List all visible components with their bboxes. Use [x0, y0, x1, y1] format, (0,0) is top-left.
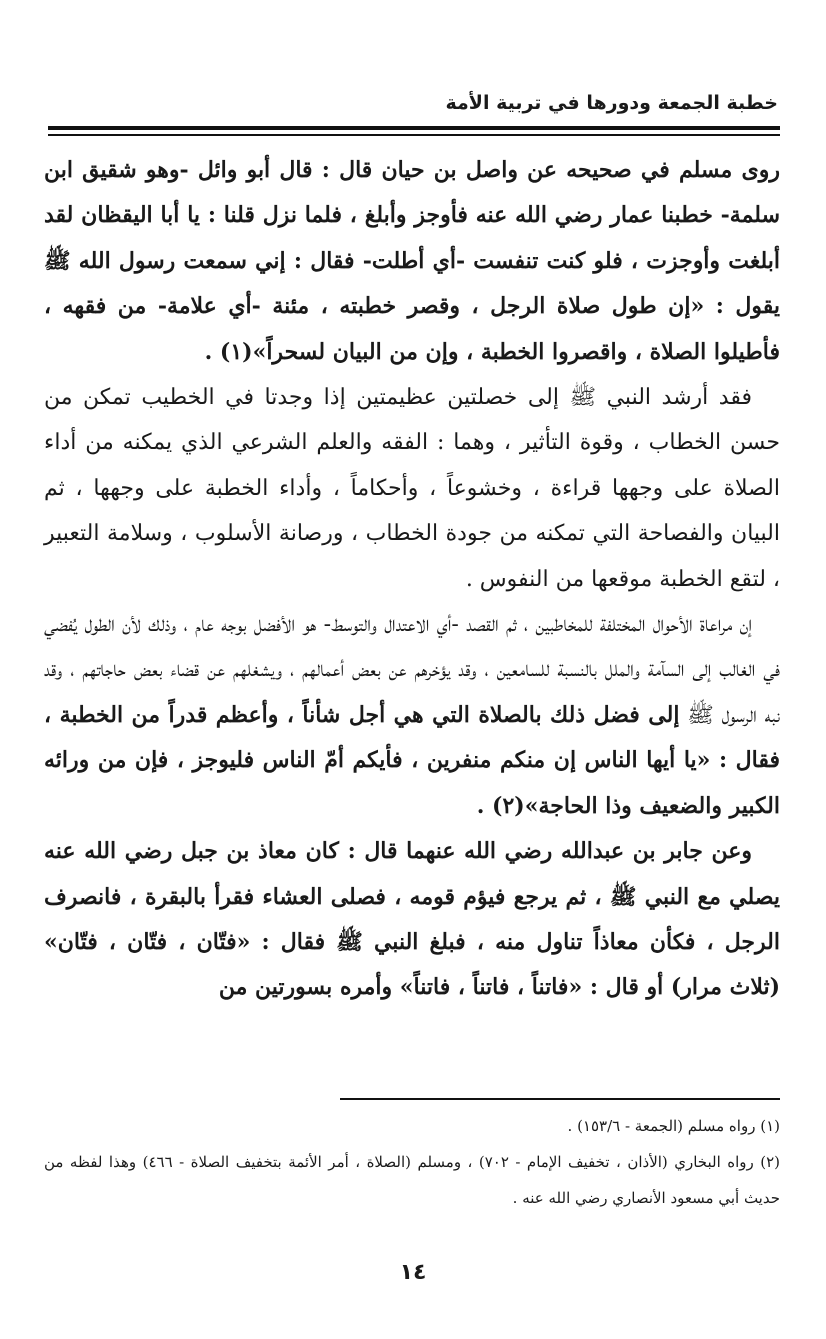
running-title: خطبة الجمعة ودورها في تربية الأمة — [445, 92, 778, 114]
header-rule-thin — [48, 134, 780, 136]
paragraph-1: روى مسلم في صحيحه عن واصل بن حيان قال : قال أبو وائل -وهو شقيق ابن سلمة- خطبنا عمار رضي الله عنه فأوجز وأبلغ ، فلما نزل قلنا : يا أبا اليقظان لقد أبلغت وأوجزت ، فلو كنت تنفست -أي أطلت- فقال : إني سمعت رسول الله ﷺ يقول : «إن طول صلاة الرجل ، وقصر خطبته ، مئنة -أي علامة- من فقهه ، فأطيلوا الصلاة ، واقصروا الخطبة ، وإن من البيان لسحراً»(١) . — [44, 157, 780, 365]
paragraph-3-bold-text: إلى فضل ذلك بالصلاة التي هي أجل شأناً ، وأعظم قدراً من الخطبة ، فقال : «يا أيها الناس إن منكم منفرين ، فأيكم أمّ الناس فليوجز ، فإن من ورائه الكبير والضعيف وذا الحاجة»(٢) . — [44, 701, 780, 819]
paragraph-2: فقد أرشد النبي ﷺ إلى خصلتين عظيمتين إذا وجدتا في الخطيب تمكن من حسن الخطاب ، وقوة التأثير ، وهما : الفقه والعلم الشرعي الذي يمكنه من أداء الصلاة على وجهها قراءة ، وخشوعاً ، وأحكاماً ، وأداء الخطبة على وجهها ، ثم البيان والفصاحة التي تمكنه من جودة الخطاب ، ورصانة الأسلوب ، وسلامة التعبير ، لتقع الخطبة موقعها من النفوس . — [44, 385, 780, 592]
paragraph-3-text: إن مراعاة الأحوال المختلفة للمخاطبين ، ثم القصد -أي الاعتدال والتوسط- هو الأفضل بوجه عام ، وذلك لأن الطول يُفضي في الغالب إلى السآمة والملل بالنسبة للسامعين ، وقد يؤخرهم عن بعض أعمالهم ، ويشغلهم عن قضاء بعض حاجاتهم ، وقد نبه الرسول ﷺ — [44, 612, 780, 728]
footnotes — [44, 1108, 780, 1216]
paragraph-3 — [44, 602, 780, 829]
main-text — [44, 148, 780, 1098]
paragraph-4: وعن جابر بن عبدالله رضي الله عنهما قال : كان معاذ بن جبل رضي الله عنه يصلي مع النبي ﷺ ، ثم يرجع فيؤم قومه ، فصلى العشاء فقرأ بالبقرة ، فانصرف الرجل ، فكأن معاذاً تناول منه ، فبلغ النبي ﷺ فقال : «فتّان ، فتّان ، فتّان» (ثلاث مرار) أو قال : «فاتناً ، فاتناً ، فاتناً» وأمره بسورتين من — [44, 838, 780, 1001]
footnote-separator — [340, 1098, 780, 1100]
footnote-1: (١) رواه مسلم (الجمعة - ١٥٣/٦) . — [567, 1117, 780, 1135]
header-rule-thick — [48, 126, 780, 130]
page-number: ١٤ — [399, 1260, 427, 1285]
footnote-2: (٢) رواه البخاري (الأذان ، تخفيف الإمام - ٧٠٢) ، ومسلم (الصلاة ، أمر الأئمة بتخفيف الصلاة - ٤٦٦) وهذا لفظه من حديث أبي مسعود الأنصاري رضي الله عنه . — [44, 1153, 781, 1207]
